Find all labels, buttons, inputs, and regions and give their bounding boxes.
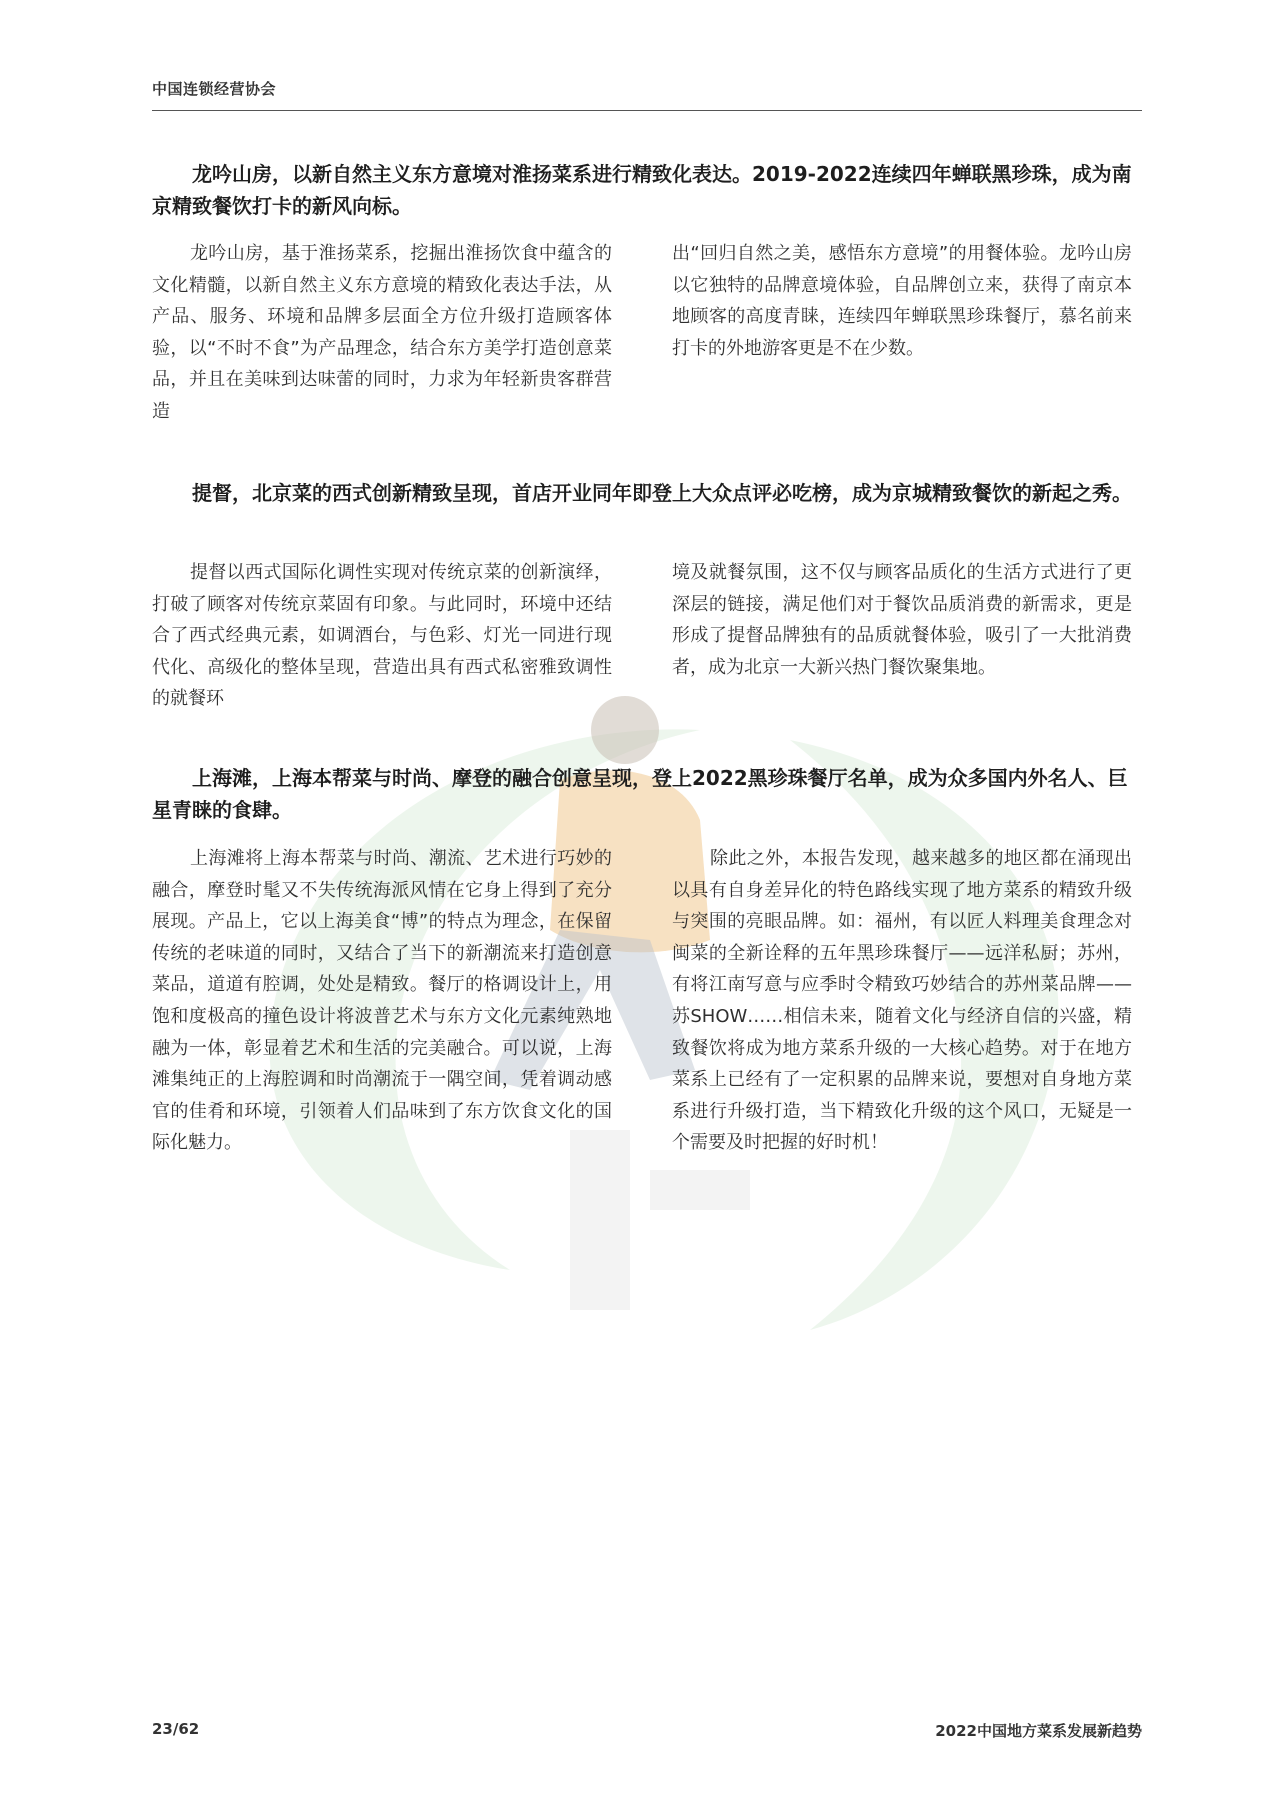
header-divider <box>152 110 1142 111</box>
section-3-right-paragraph: 除此之外，本报告发现，越来越多的地区都在涌现出以具有自身差异化的特色路线实现了地方菜系的精致升级与突围的亮眼品牌。如：福州，有以匠人料理美食理念对闽菜的全新诠释的五年黑珍珠餐厅——远洋私厨；苏州，有将江南写意与应季时令精致巧妙结合的苏州菜品牌——苏SHOW……相信未来，随着文化与经济自信的兴盛，精致餐饮将成为地方菜系升级的一大核心趋势。对于在地方菜系上已经有了一定积累的品牌来说，要想对自身地方菜系进行升级打造，当下精致化升级的这个风口，无疑是一个需要及时把握的好时机！ <box>672 848 1132 1154</box>
section-2-right-paragraph: 境及就餐氛围，这不仅与顾客品质化的生活方式进行了更深层的链接，满足他们对于餐饮品质消费的新需求，更是形成了提督品牌独有的品质就餐体验，吸引了一大批消费者，成为北京一大新兴热门餐饮聚集地。 <box>672 562 1132 678</box>
page-number: 23/62 <box>152 1720 200 1738</box>
section-1-right-paragraph: 出“回归自然之美，感悟东方意境”的用餐体验。龙吟山房以它独特的品牌意境体验，自品牌创立来，获得了南京本地顾客的高度青睐，连续四年蝉联黑珍珠餐厅，慕名前来打卡的外地游客更是不在少数。 <box>672 243 1132 359</box>
header-org-name: 中国连锁经营协会 <box>152 80 277 98</box>
footer-report-title: 2022中国地方菜系发展新趋势 <box>935 1722 1142 1740</box>
section-2-heading: 提督，北京菜的西式创新精致呈现，首店开业同年即登上大众点评必吃榜，成为京城精致餐饮的新起之秀。 <box>192 481 1132 505</box>
section-2-left-paragraph: 提督以西式国际化调性实现对传统京菜的创新演绎，打破了顾客对传统京菜固有印象。与此同时，环境中还结合了西式经典元素，如调酒台，与色彩、灯光一同进行现代化、高级化的整体呈现，营造出具有西式私密雅致调性的就餐环 <box>152 562 612 710</box>
section-1-left-paragraph: 龙吟山房，基于淮扬菜系，挖掘出淮扬饮食中蕴含的文化精髓，以新自然主义东方意境的精致化表达手法，从产品、服务、环境和品牌多层面全方位升级打造顾客体验，以“不时不食”为产品理念，结合东方美学打造创意菜品，并且在美味到达味蕾的同时，力求为年轻新贵客群营造 <box>152 243 612 422</box>
section-1-heading: 龙吟山房，以新自然主义东方意境对淮扬菜系进行精致化表达。2019-2022连续四年蝉联黑珍珠，成为南京精致餐饮打卡的新风向标。 <box>152 162 1132 218</box>
section-3-left-paragraph: 上海滩将上海本帮菜与时尚、潮流、艺术进行巧妙的融合，摩登时髦又不失传统海派风情在它身上得到了充分展现。产品上，它以上海美食“博”的特点为理念，在保留传统的老味道的同时，又结合了当下的新潮流来打造创意菜品，道道有腔调，处处是精致。餐厅的格调设计上，用饱和度极高的撞色设计将波普艺术与东方文化元素纯熟地融为一体，彰显着艺术和生活的完美融合。可以说，上海滩集纯正的上海腔调和时尚潮流于一隅空间，凭着调动感官的佳肴和环境，引领着人们品味到了东方饮食文化的国际化魅力。 <box>152 848 612 1154</box>
section-3-heading: 上海滩，上海本帮菜与时尚、摩登的融合创意呈现，登上2022黑珍珠餐厅名单，成为众多国内外名人、巨星青睐的食肆。 <box>152 766 1128 822</box>
